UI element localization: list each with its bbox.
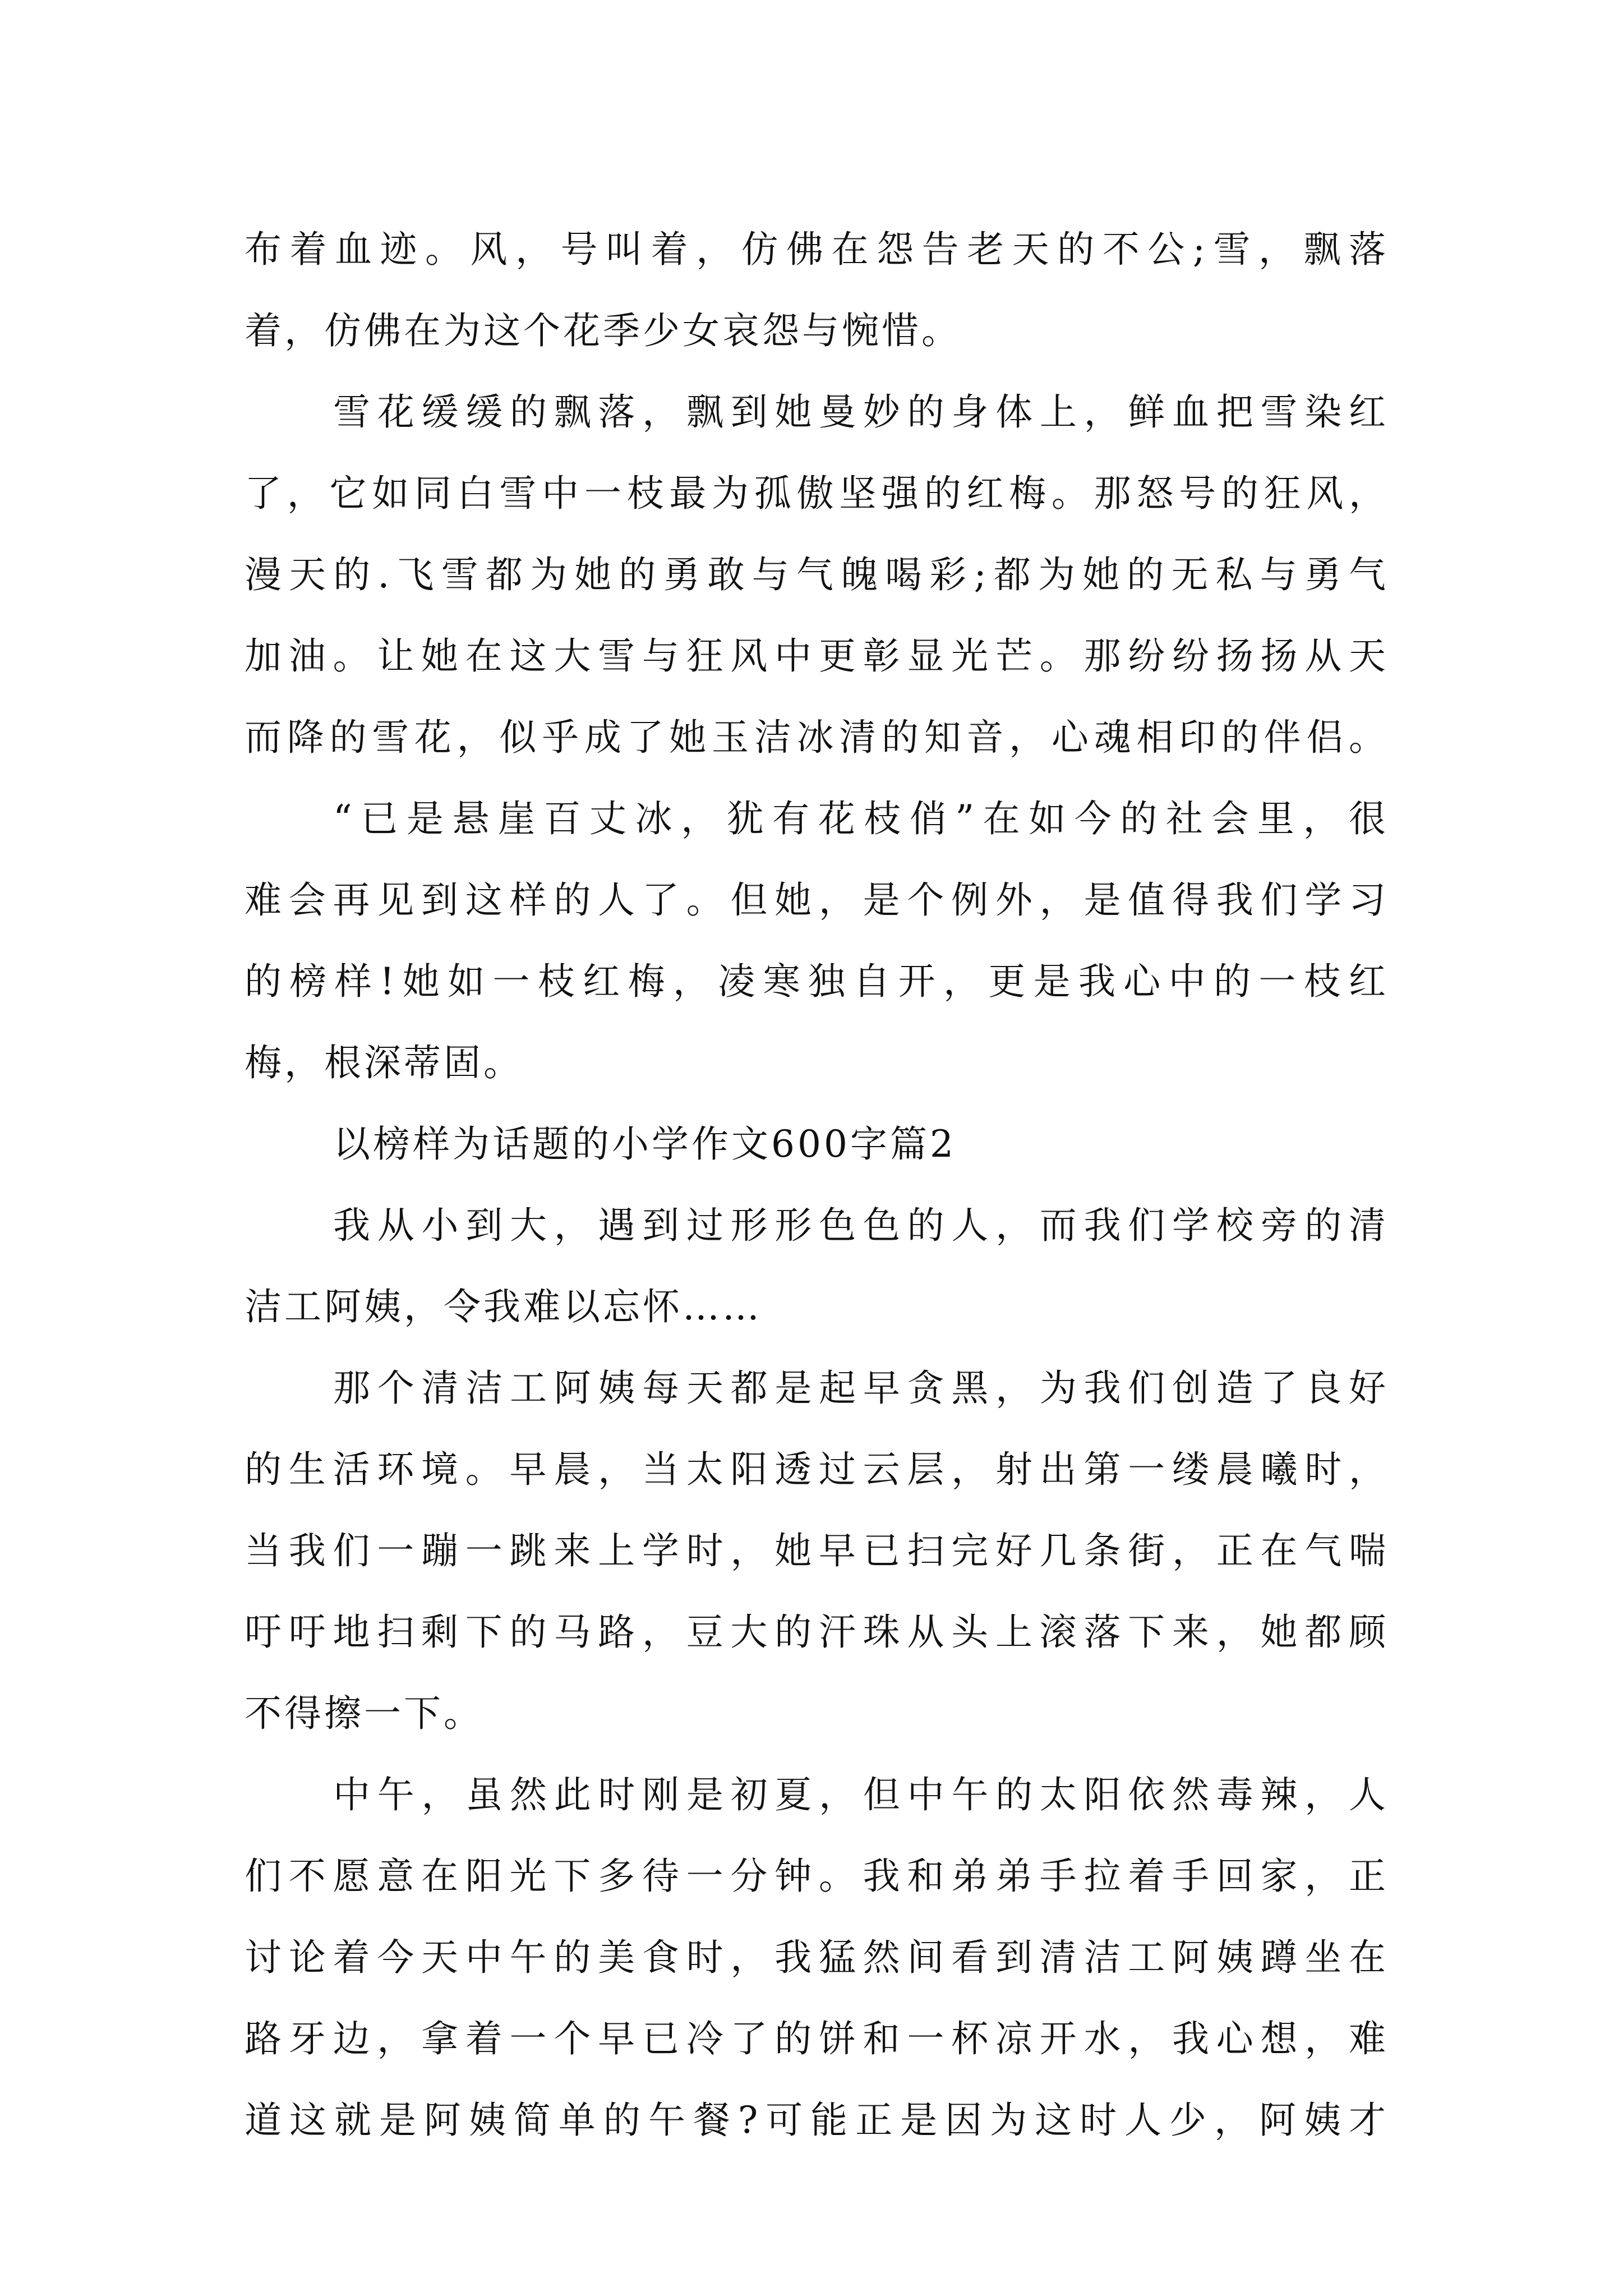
text-line: “已是悬崖百丈冰，犹有花枝俏”在如今的社会里，很 [333, 797, 1389, 840]
text-line: 的生活环境。早晨，当太阳透过云层，射出第一缕晨曦时， [245, 1448, 1389, 1491]
text-line: 洁工阿姨，令我难以忘怀…… [245, 1285, 762, 1328]
text-line: 不得擦一下。 [245, 1692, 483, 1735]
text-line: 吁吁地扫剩下的马路，豆大的汗珠从头上滚落下来，她都顾 [245, 1611, 1389, 1654]
text-line: 的榜样!她如一枝红梅，凌寒独自开，更是我心中的一枝红 [245, 960, 1389, 1003]
text-line: 梅，根深蒂固。 [245, 1041, 523, 1084]
document-body [245, 209, 1389, 2161]
text-line: 了，它如同白雪中一枝最为孤傲坚强的红梅。那怒号的狂风， [245, 472, 1389, 515]
text-line: 难会再见到这样的人了。但她，是个例外，是值得我们学习 [245, 878, 1389, 922]
text-line: 加油。让她在这大雪与狂风中更彰显光芒。那纷纷扬扬从天 [245, 634, 1389, 678]
text-line: 布着血迹。风，号叫着，仿佛在怨告老天的不公;雪，飘落 [245, 228, 1389, 271]
text-line: 当我们一蹦一跳来上学时，她早已扫完好几条街，正在气喘 [245, 1529, 1389, 1572]
text-line: 中午，虽然此时刚是初夏，但中午的太阳依然毒辣，人 [333, 1773, 1389, 1816]
text-line: 那个清洁工阿姨每天都是起早贪黑，为我们创造了良好 [333, 1366, 1389, 1410]
text-line: 我从小到大，遇到过形形色色的人，而我们学校旁的清 [333, 1204, 1389, 1247]
text-line: 路牙边，拿着一个早已冷了的饼和一杯凉开水，我心想，难 [245, 2017, 1389, 2060]
text-line: 而降的雪花，似乎成了她玉洁冰清的知音，心魂相印的伴侣。 [245, 716, 1389, 759]
text-line: 讨论着今天中午的美食时，我猛然间看到清洁工阿姨蹲坐在 [245, 1936, 1389, 1979]
text-line: 道这就是阿姨简单的午餐?可能正是因为这时人少，阿姨才 [245, 2099, 1389, 2142]
text-line: 们不愿意在阳光下多待一分钟。我和弟弟手拉着手回家，正 [245, 1855, 1389, 1898]
text-line: 雪花缓缓的飘落，飘到她曼妙的身体上，鲜血把雪染红 [333, 390, 1389, 434]
section-heading: 以榜样为话题的小学作文600字篇2 [333, 1122, 956, 1166]
text-line: 漫天的.飞雪都为她的勇敢与气魄喝彩;都为她的无私与勇气 [245, 553, 1389, 596]
text-line: 着，仿佛在为这个花季少女哀怨与惋惜。 [245, 309, 961, 352]
